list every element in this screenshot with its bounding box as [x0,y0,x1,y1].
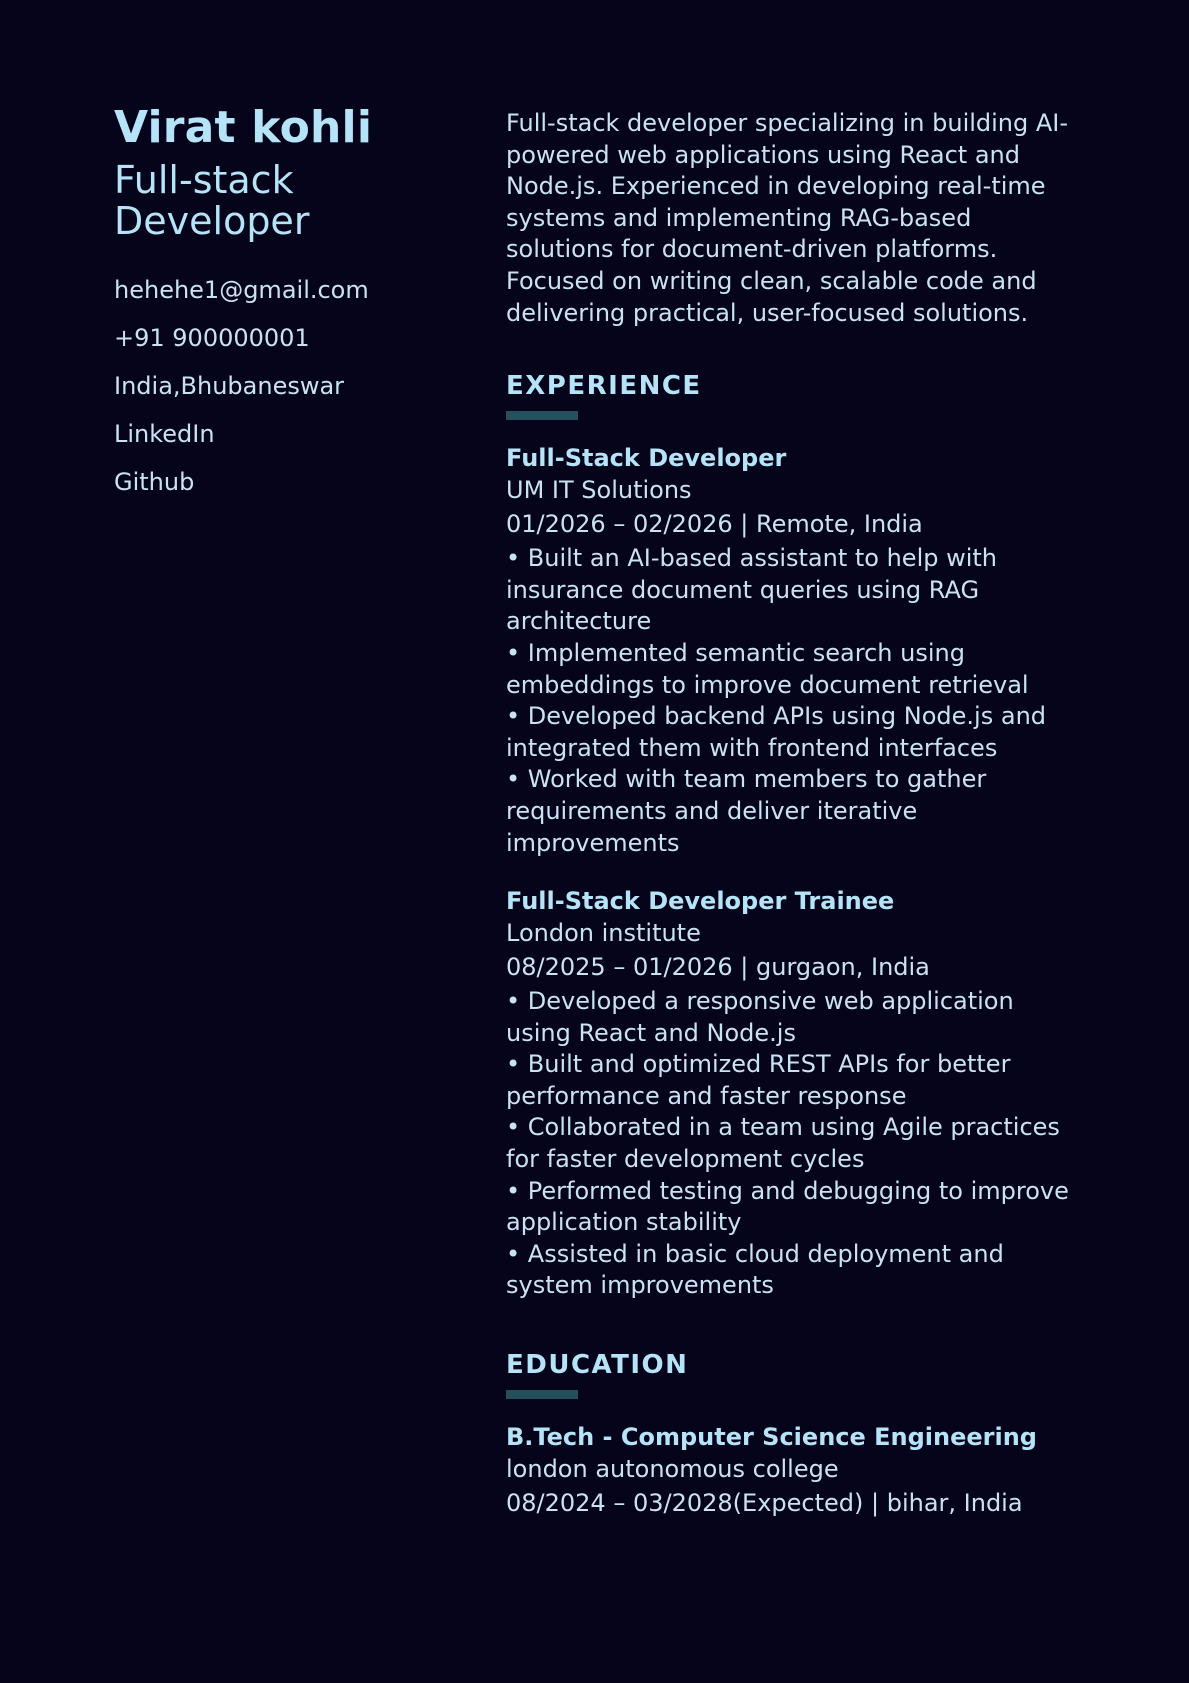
contact-location: India,Bhubaneswar [114,372,345,400]
experience-item [506,885,1086,1302]
sidebar [114,98,454,506]
contact-phone: +91 900000001 [114,324,310,352]
linkedin-link[interactable]: LinkedIn [114,420,215,448]
job-bullet: • Developed backend APIs using Node.js and integrated them with frontend interfaces [506,702,1047,762]
job-dates-location: 01/2026 – 02/2026 | Remote, India [506,510,923,539]
job-bullet: • Worked with team members to gather requirements and deliver iterative improvements [506,765,987,857]
profile-summary: Full-stack developer specializing in building AI-powered web applications using React and Node.js. Experienced in developing real-time systems and implementing RAG-based solutions for document-driven platforms. Focused on writing clean, scalable code and delivering practical, user-focused solutions. [506,109,1069,327]
job-bullet: • Built and optimized REST APIs for better performance and faster response [506,1050,1011,1110]
contact-list [114,266,454,506]
job-dates-location: 08/2025 – 01/2026 | gurgaon, India [506,953,930,982]
main-content [506,108,1086,1547]
job-bullet: • Implemented semantic search using embeddings to improve document retrieval [506,638,1029,699]
candidate-name: Virat kohli [114,102,373,153]
experience-heading: EXPERIENCE [506,371,702,402]
job-bullet: • Assisted in basic cloud deployment and system improvements [506,1239,1004,1300]
job-bullet: • Performed testing and debugging to improve application stability [506,1176,1069,1237]
job-company: UM IT Solutions [506,476,692,505]
job-bullet: • Collaborated in a team using Agile practices for faster development cycles [506,1113,1060,1174]
institution-name: london autonomous college [506,1455,839,1484]
job-bullet: • Developed a responsive web application using React and Node.js [506,987,1014,1047]
education-dates-location: 08/2024 – 03/2028(Expected) | bihar, India [506,1489,1023,1518]
contact-email[interactable]: hehehe1@gmail.com [114,276,369,304]
job-title: Full-Stack Developer Trainee [506,887,895,916]
job-bullet: • Built an AI-based assistant to help with insurance document queries using RAG architecture [506,544,998,636]
job-company: London institute [506,919,701,948]
job-title: Full-Stack Developer [506,444,787,473]
github-link[interactable]: Github [114,468,195,496]
education-heading: EDUCATION [506,1350,689,1381]
education-item [506,1421,1086,1521]
degree-title: B.Tech - Computer Science Engineering [506,1423,1037,1452]
experience-item [506,442,1086,859]
section-divider [506,411,578,420]
candidate-role: Full-stack Developer [114,158,310,243]
section-divider [506,1390,578,1399]
